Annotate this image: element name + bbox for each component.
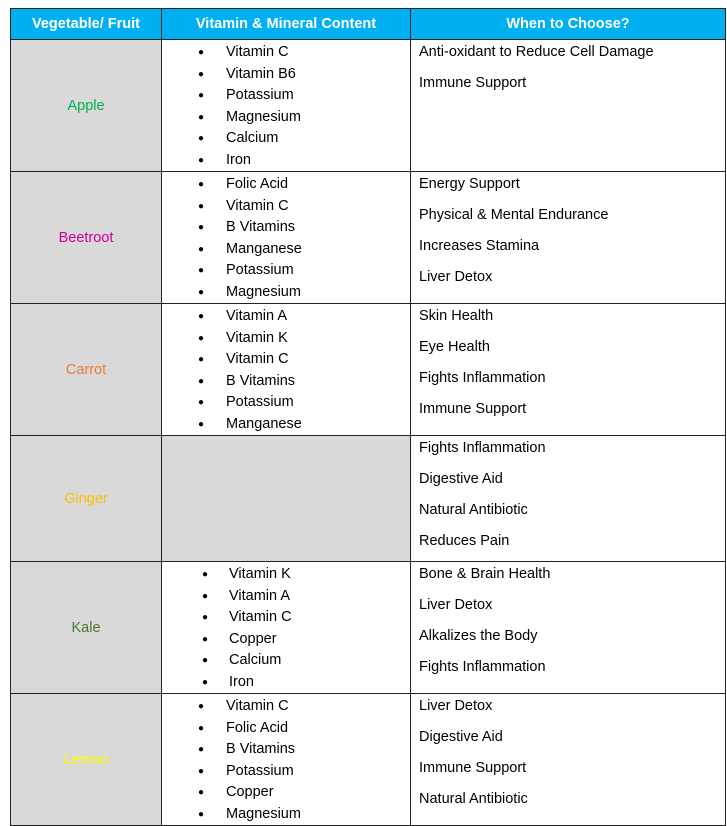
use-item: Anti-oxidant to Reduce Cell Damage [419,44,654,60]
use-item: Immune Support [419,75,527,91]
use-item: Immune Support [419,401,527,417]
table-row-beetroot [11,172,726,304]
use-list [411,694,725,819]
nutrient-item: ● Potassium [162,392,410,414]
use-item: Liver Detox [419,597,493,613]
nutrients-cell-carrot [162,304,411,436]
nutrient-item: ● Manganese [162,239,410,261]
use-list [411,562,725,687]
use-list [411,436,725,561]
nutrient-item: ● Vitamin B6 [162,64,410,86]
table-row-kale [11,562,726,694]
use-item: Digestive Aid [419,471,503,487]
use-item: Liver Detox [419,269,493,285]
use-item: Fights Inflammation [419,659,546,675]
nutrient-item: ● Iron [162,672,410,694]
produce-nutrition-table [10,8,726,826]
table-row-lemon [11,694,726,826]
header-row [11,9,726,40]
table-row-carrot [11,304,726,436]
uses-cell-ginger [411,436,726,562]
nutrient-item: ● Magnesium [162,804,410,826]
nutrient-item: ● Calcium [162,650,410,672]
uses-cell-kale [411,562,726,694]
nutrients-cell-lemon [162,694,411,826]
use-item: Natural Antibiotic [419,502,528,518]
use-item: Reduces Pain [419,533,510,549]
nutrient-item: ● Manganese [162,414,410,436]
use-item: Skin Health [419,308,494,324]
nutrient-item: ● Vitamin C [162,607,410,629]
nutrient-list [162,40,410,171]
use-item: Liver Detox [419,698,493,714]
use-list [411,172,725,297]
nutrient-item: ● Vitamin C [162,196,410,218]
use-list [411,304,725,429]
use-item: Fights Inflammation [419,440,546,456]
use-item: Energy Support [419,176,520,192]
uses-cell-lemon [411,694,726,826]
use-list [411,40,725,103]
nutrient-item: ● Potassium [162,85,410,107]
nutrient-list [162,562,410,693]
produce-name-ginger: Ginger [11,436,162,562]
nutrient-item: ● Vitamin K [162,328,410,350]
nutrient-item: ● B Vitamins [162,739,410,761]
nutrient-item: ● Vitamin A [162,586,410,608]
nutrient-list [162,172,410,303]
produce-name-apple: Apple [11,40,162,172]
produce-name-kale: Kale [11,562,162,694]
nutrient-list [162,694,410,825]
nutrient-item: ● Vitamin K [162,564,410,586]
use-item: Fights Inflammation [419,370,546,386]
nutrient-item: ● Magnesium [162,107,410,129]
header-when-to-choose: When to Choose? [411,9,726,40]
nutrient-item: ● Vitamin C [162,349,410,371]
nutrients-cell-ginger-empty [162,436,411,562]
use-item: Digestive Aid [419,729,503,745]
nutrient-item: ● Copper [162,629,410,651]
nutrient-item: ● Copper [162,782,410,804]
nutrient-item: ● B Vitamins [162,217,410,239]
nutrient-item: ● Folic Acid [162,718,410,740]
nutrient-item: ● Calcium [162,128,410,150]
nutrients-cell-kale [162,562,411,694]
nutrients-cell-apple [162,40,411,172]
use-item: Natural Antibiotic [419,791,528,807]
produce-name-lemon: Lemon [11,694,162,826]
nutrient-item: ● Magnesium [162,282,410,304]
nutrient-item: ● Vitamin C [162,42,410,64]
nutrient-item: ● Vitamin A [162,306,410,328]
table-row-ginger [11,436,726,562]
use-item: Immune Support [419,760,527,776]
nutrient-item: ● B Vitamins [162,371,410,393]
header-vegetable-fruit: Vegetable/ Fruit [11,9,162,40]
nutrient-item: ● Vitamin C [162,696,410,718]
produce-name-carrot: Carrot [11,304,162,436]
table-row-apple [11,40,726,172]
use-item: Physical & Mental Endurance [419,207,609,223]
produce-name-beetroot: Beetroot [11,172,162,304]
use-item: Bone & Brain Health [419,566,551,582]
header-vitamin-mineral-content: Vitamin & Mineral Content [162,9,411,40]
uses-cell-apple [411,40,726,172]
uses-cell-carrot [411,304,726,436]
nutrients-cell-beetroot [162,172,411,304]
nutrient-list [162,304,410,435]
nutrient-item: ● Potassium [162,761,410,783]
use-item: Increases Stamina [419,238,540,254]
nutrient-item: ● Folic Acid [162,174,410,196]
nutrient-item: ● Potassium [162,260,410,282]
uses-cell-beetroot [411,172,726,304]
use-item: Eye Health [419,339,490,355]
use-item: Alkalizes the Body [419,628,538,644]
nutrient-item: ● Iron [162,150,410,172]
